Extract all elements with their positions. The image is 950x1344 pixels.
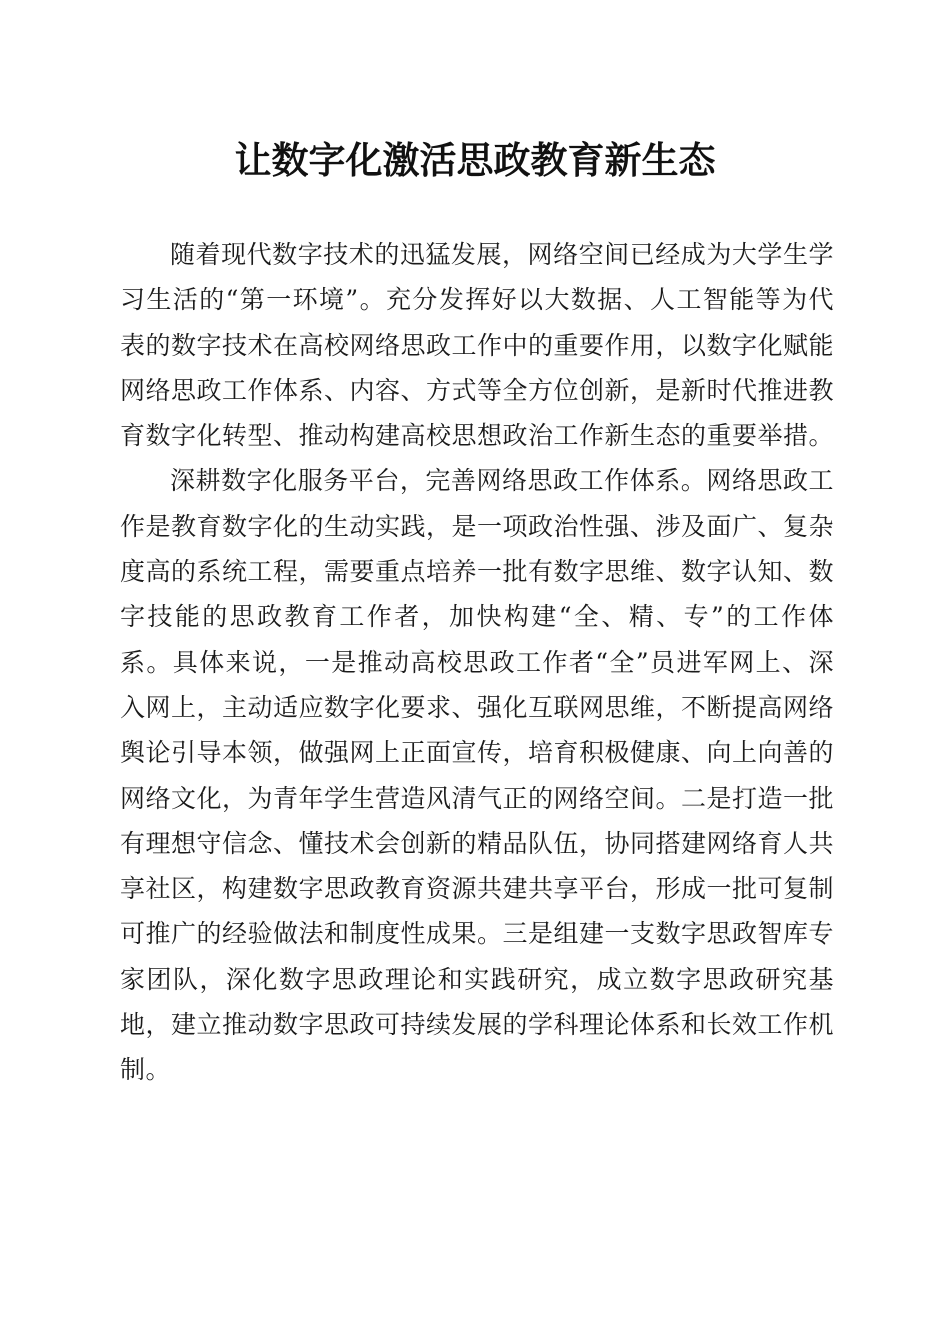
article-body (120, 232, 834, 1093)
page-title: 让数字化激活思政教育新生态 (234, 138, 716, 182)
paragraph-intro: 随着现代数字技术的迅猛发展，网络空间已经成为大学生学习生活的“第一环境”。充分发挥好以大数据、人工智能等为代表的数字技术在高校网络思政工作中的重要作用，以数字化赋能网络思政工作体系、内容、方式等全方位创新，是新时代推进教育数字化转型、推动构建高校思想政治工作新生态的重要举措。 (120, 240, 835, 451)
paragraph-platform: 深耕数字化服务平台，完善网络思政工作体系。网络思政工作是教育数字化的生动实践，是一项政治性强、涉及面广、复杂度高的系统工程，需要重点培养一批有数字思维、数字认知、数字技能的思政教育工作者，加快构建“全、精、专”的工作体系。具体来说，一是推动高校思政工作者“全”员进军网上、深入网上，主动适应数字化要求、强化互联网思维，不断提高网络舆论引导本领，做强网上正面宣传，培育积极健康、向上向善的网络文化，为青年学生营造风清气正的网络空间。二是打造一批有理想守信念、懂技术会创新的精品队伍，协同搭建网络育人共享社区，构建数字思政教育资源共建共享平台，形成一批可复制可推广的经验做法和制度性成果。三是组建一支数字思政智库专家团队，深化数字思政理论和实践研究，成立数字思政研究基地，建立推动数字思政可持续发展的学科理论体系和长效工作机制。 (120, 466, 835, 1085)
